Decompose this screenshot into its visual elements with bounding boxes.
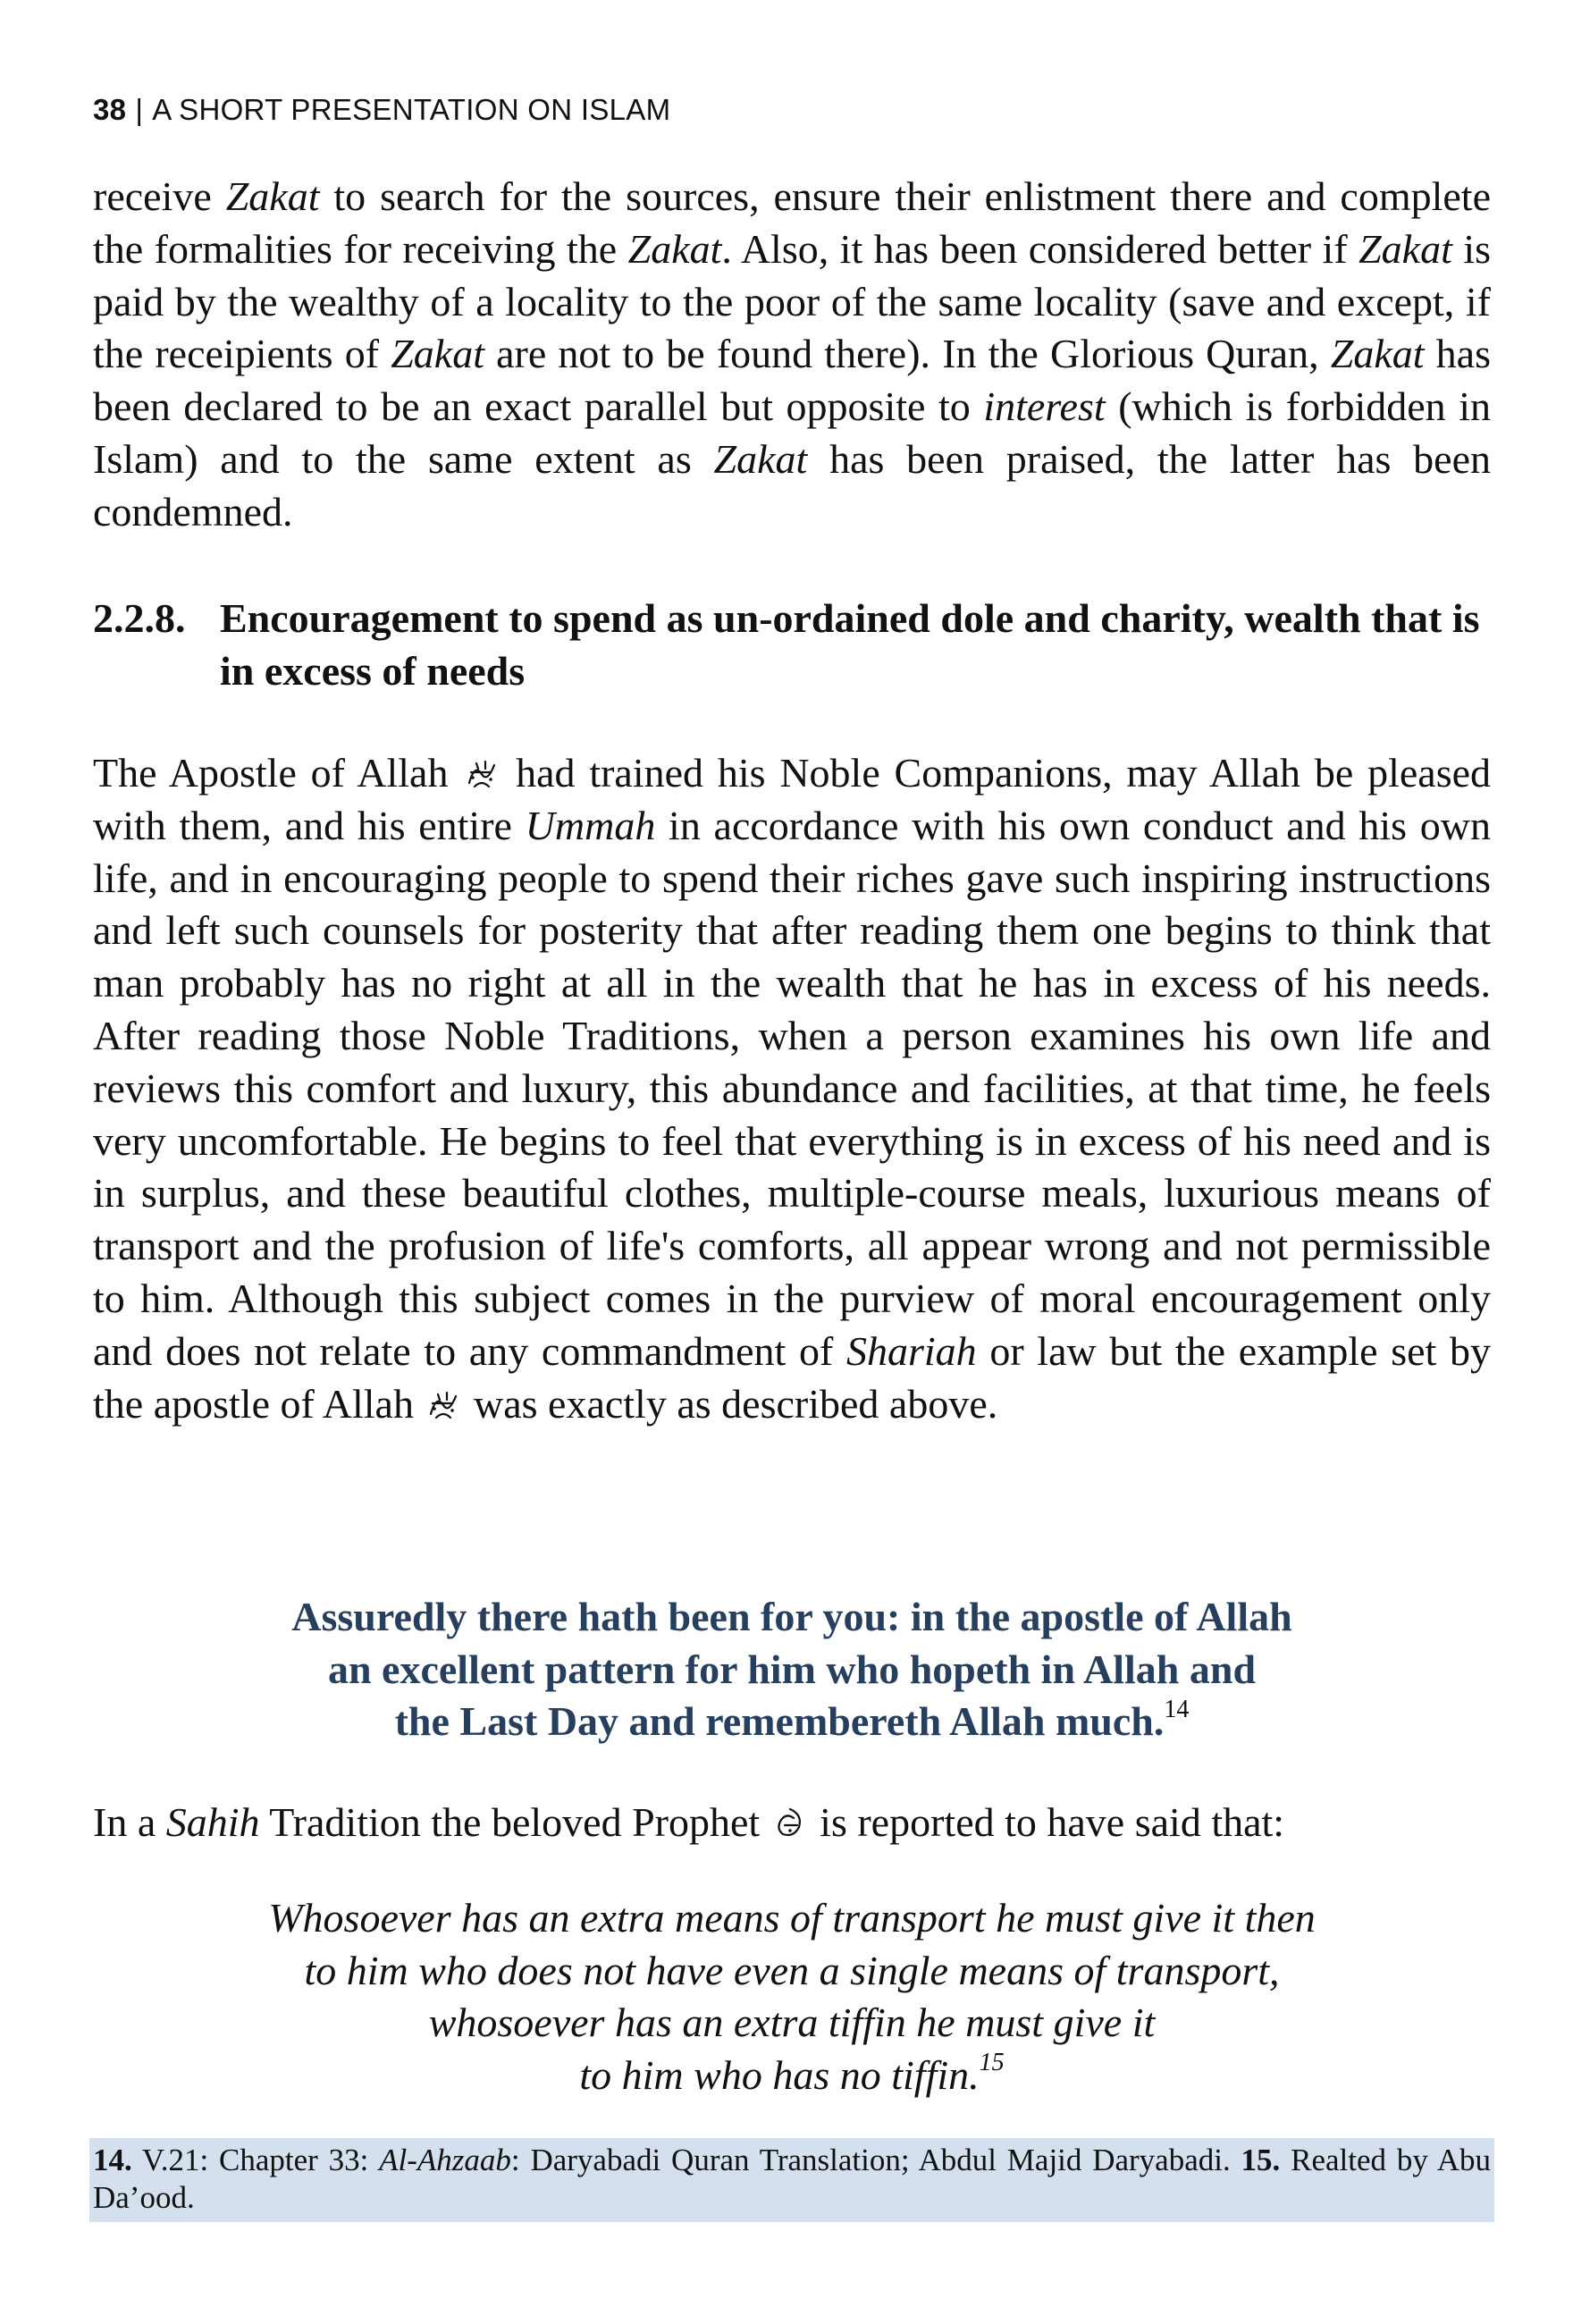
text-run: Tradition the beloved Prophet <box>259 1799 761 1845</box>
quotation-line-last <box>93 1696 1491 1748</box>
text-run: or law but the example set by the apostle of Allah <box>93 1327 1491 1427</box>
italic-term: Al-Ahzaab <box>379 2143 511 2177</box>
italic-term: Zakat <box>1330 331 1425 377</box>
footnotes-block <box>89 2138 1494 2222</box>
quotation-line-text: the Last Day and remembereth Allah much. <box>394 1698 1165 1744</box>
book-title: A SHORT PRESENTATION ON ISLAM <box>152 93 671 126</box>
salawat-calligraphy-icon <box>425 1387 461 1423</box>
body-paragraph-zakat <box>93 171 1491 539</box>
page <box>93 0 1491 2324</box>
text-run: The Apostle of Allah <box>93 750 449 796</box>
quotation-line: Assuredly there hath been for you: in the apostle of Allah <box>291 1594 1292 1639</box>
text-run: in accordance with his own conduct and his own life, and in encouraging people to spend their riches gave such inspiring instructions and left such counsels for posterity that after reading them one begins to think that man probably has no right at all in the wealth that he has in excess of his needs. After reading those Noble Traditions, when a person examines his own life and reviews this comfort and luxury, this abundance and facilities, at that time, he feels very uncomfortable. He begins to feel that everything is in excess of his need and is in surplus, and these beautiful clothes, multiple-course meals, luxurious means of transport and the profusion of life's comforts, all appear wrong and not permissible to him. Although this subject comes in the purview of moral encouragement only and does not relate to any commandment of <box>93 802 1491 1374</box>
quotation-line-text: to him who has no tiffin. <box>579 2051 980 2098</box>
running-head-separator: | <box>135 93 144 126</box>
italic-term: Shariah <box>845 1327 977 1374</box>
quotation-line: an excellent pattern for him who hopeth in Allah and <box>327 1646 1257 1692</box>
italic-term: Zakat <box>391 331 484 377</box>
italic-term: Zakat <box>627 225 722 272</box>
quotation-line: Whosoever has an extra means of transport he must give it then <box>268 1895 1316 1941</box>
footnote-ref-15[interactable]: 15 <box>979 2049 1005 2077</box>
text-run: is paid by the wealthy of a locality to the poor of the same locality (save and except, if the receipients of <box>93 225 1491 377</box>
text-run: to search for the sources, ensure their enlistment there and complete the formalities for receiving the <box>93 173 1491 272</box>
italic-term: Zakat <box>225 173 320 219</box>
quotation-line-last <box>93 2050 1491 2102</box>
hadith-intro <box>93 1797 1491 1848</box>
footnote-number-15: 15. <box>1241 2143 1281 2177</box>
italic-term: interest <box>983 383 1106 430</box>
section-title: Encouragement to spend as un-ordained dole and charity, wealth that is in excess of needs <box>220 595 1480 694</box>
text-run: has been praised, the latter has been condemned. <box>93 435 1491 535</box>
text-run: was exactly as described above. <box>473 1380 998 1427</box>
body-paragraph-apostle <box>93 747 1491 1430</box>
italic-term: Ummah <box>525 802 656 848</box>
italic-term: Zakat <box>1358 225 1452 272</box>
footnote-text: : Daryabadi Quran Translation; Abdul Majid Daryabadi. <box>510 2143 1241 2177</box>
text-run: In a <box>93 1799 166 1845</box>
text-run: is reported to have said that: <box>820 1799 1285 1845</box>
running-head <box>93 93 670 127</box>
text-run: has been declared to be an exact parallel but opposite to <box>93 331 1491 430</box>
footnote-number-14: 14. <box>93 2143 132 2177</box>
footnote-text: Realted by Abu Da’ood. <box>93 2143 1491 2215</box>
page-number: 38 <box>93 93 127 126</box>
hadith-quotation <box>93 1892 1491 2101</box>
text-run: are not to be found there). In the Glorious Quran, <box>484 331 1331 377</box>
section-number: 2.2.8. <box>93 595 186 641</box>
section-heading <box>93 592 1491 697</box>
italic-term: Sahih <box>165 1799 260 1845</box>
text-run: had trained his Noble Companions, may Allah be pleased with them, and his entire <box>93 750 1492 848</box>
footnote-ref-14[interactable]: 14 <box>1164 1695 1190 1723</box>
quotation-line: to him who does not have even a single means of transport, <box>304 1947 1280 1993</box>
quran-quotation <box>93 1591 1491 1748</box>
salawat-calligraphy-icon <box>464 756 500 792</box>
quotation-line: whosoever has an extra tiffin he must give it <box>428 2000 1156 2046</box>
salawat-calligraphy-icon <box>772 1806 808 1841</box>
footnote-text: V.21: Chapter 33: <box>131 2143 380 2177</box>
text-run: (which is forbidden in Islam) and to the same extent as <box>93 383 1491 482</box>
text-run: . Also, it has been considered better if <box>721 225 1359 272</box>
italic-term: Zakat <box>713 435 808 482</box>
text-run: receive <box>93 173 226 219</box>
